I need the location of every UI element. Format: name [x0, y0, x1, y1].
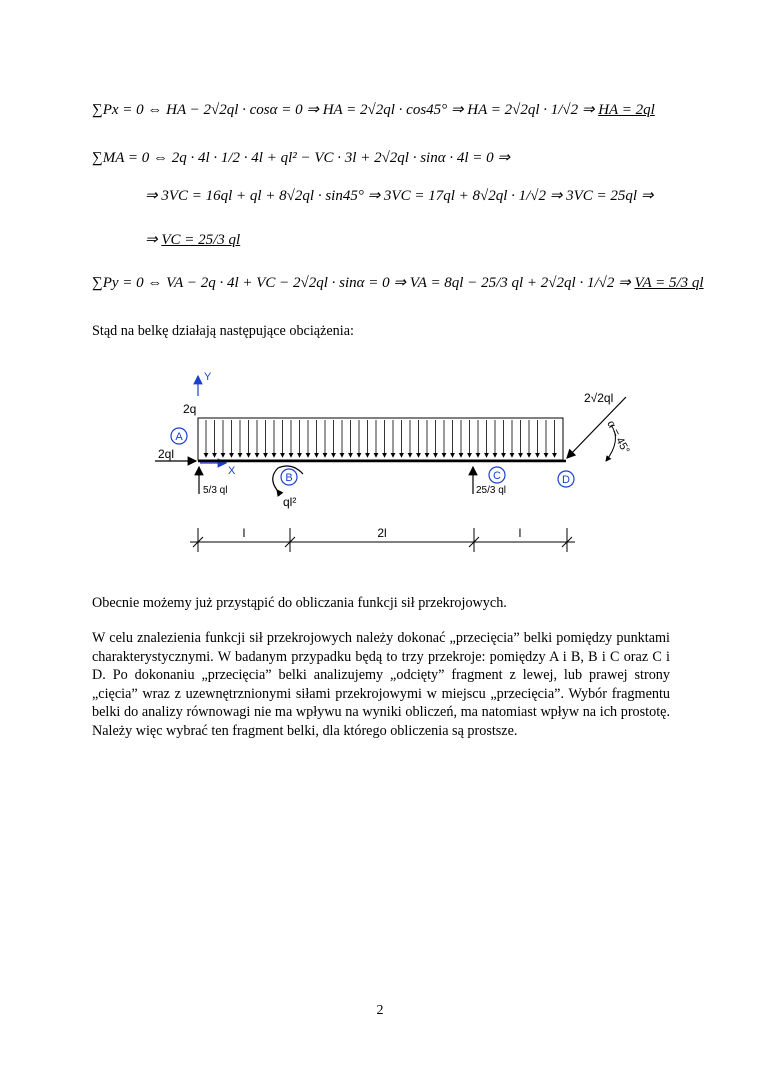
equation-sum-ma: ∑MA = 0 ⇔ 2q · 4l · 1/2 · 4l + ql² − VC · 3l + 2√2ql · sinα · 4l = 0 ⇒ [92, 150, 510, 166]
reaction-a [199, 467, 227, 496]
svg-text:B: B [285, 472, 293, 484]
dim-1-label: l [242, 526, 246, 540]
dim-2-label: 2l [377, 526, 387, 540]
svg-text:D: D [562, 474, 570, 486]
page-number: 2 [376, 1003, 384, 1018]
intro-text: Stąd na belkę działają następujące obciążenia: [92, 323, 354, 339]
horizontal-force-label: 2ql [158, 447, 175, 461]
dimension-line [190, 526, 575, 552]
axis-y-label: Y [204, 371, 212, 383]
inclined-force [567, 391, 632, 461]
point-d [558, 471, 574, 487]
result-vc: VC = 25/3 ql [161, 232, 241, 248]
dim-3-label: l [518, 526, 522, 540]
point-c [489, 467, 505, 483]
axis-x-label: X [228, 465, 236, 477]
moment-label: ql² [283, 495, 297, 509]
svg-text:C: C [493, 470, 501, 482]
equation-sum-py: ∑Py = 0 ⇔ VA − 2q · 4l + VC − 2√2ql · sinα = 0 ⇒ VA = 8ql − 25/3 ql + 2√2ql · 1/√2 ⇒ VA = 5/3 ql [92, 275, 704, 291]
distributed-load [183, 402, 563, 460]
point-a [171, 428, 187, 444]
load-arrows [206, 420, 555, 457]
horizontal-force [155, 447, 196, 461]
reaction-c-label: 25/3 ql [476, 485, 507, 496]
equation-vc-step: ⇒ 3VC = 16ql + ql + 8√2ql · sin45° ⇒ 3VC = 17ql + 8√2ql · 1/√2 ⇒ 3VC = 25ql ⇒ [145, 188, 654, 204]
angle-label: α = 45° [604, 418, 632, 456]
reaction-a-label: 5/3 ql [203, 485, 228, 496]
inclined-force-label: 2√2ql [584, 391, 614, 405]
load-label: 2q [183, 402, 197, 416]
result-va: VA = 5/3 ql [634, 275, 704, 291]
point-b [281, 469, 297, 485]
equation-vc-result: ⇒ VC = 25/3 ql [145, 232, 241, 248]
result-ha: HA = 2ql [598, 102, 655, 118]
equation-sum-px: ∑Px = 0 ⇔ HA − 2√2ql · cosα = 0 ⇒ HA = 2√2ql · cos45° ⇒ HA = 2√2ql · 1/√2 ⇒ HA = 2ql [92, 102, 655, 118]
svg-text:A: A [175, 431, 183, 443]
paragraph-2: W celu znalezienia funkcji sił przekrojowych należy dokonać „przecięcia” belki pomiędzy punktami charakterystycznymi. W badanym przypadku będą to trzy przekroje: pomiędzy A i B, B i C oraz C i D. Po dokonaniu „przecięcia” belki analizujemy „odcięty” fragment z lewej, lub prawej strony „cięcia” wraz z uzewnętrznionymi siłami przekrojowymi w miejscu „przecięcia”. Wybór fragmentu belki do analizy równowagi nie ma wpływu na wyniki obliczeń, ma natomiast wpływ na ich prostotę. Należy więc wybrać ten fragment belki, dla którego obliczenia są prostsze. [92, 630, 670, 739]
paragraph-1: Obecnie możemy już przystąpić do obliczania funkcji sił przekrojowych. [92, 595, 507, 611]
